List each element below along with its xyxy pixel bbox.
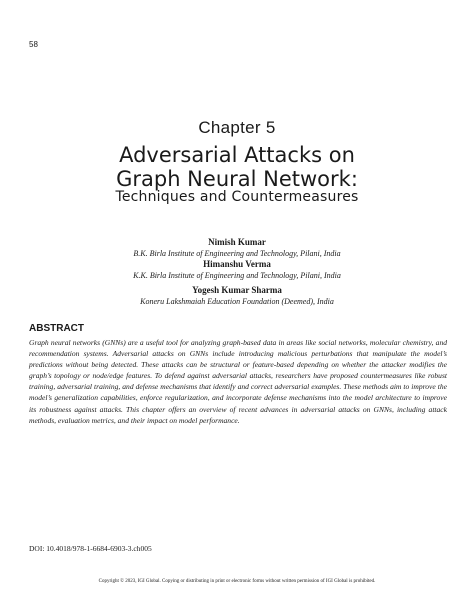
author-affiliation: K.K. Birla Institute of Engineering and Technology, Pilani, India [133,271,341,280]
author-name: Yogesh Kumar Sharma [192,285,282,295]
author-name: Nimish Kumar [208,237,266,247]
author-name: Himanshu Verma [203,259,271,269]
author-block-3 [0,284,474,307]
chapter-title-line-1: Adversarial Attacks on [119,143,355,167]
author-affiliation: B.K. Birla Institute of Engineering and Technology, Pilani, India [133,249,341,258]
abstract-body: Graph neural networks (GNNs) are a useful tool for analyzing graph-based data in areas like social networks, molecular chemistry, and recommendation systems. Adversarial attacks on GNNs include introducing malicious perturbations that manipulate the model’s predictions without being detected. These attacks can be structural or feature-based depending on whether the attacker modifies the graph’s topology or node/edge features. To defend against adversarial attacks, researchers have proposed countermeasures like robust training, adversarial training, and defense mechanisms that identify and correct adversarial examples. These methods aim to improve the model’s generalization capabilities, enforce regularization, and incorporate defense mechanisms into the model architecture to improve its robustness against attacks. This chapter offers an overview of recent advances in adversarial attacks on GNNs, including attack methods, evaluation metrics, and their impact on model performance. [29,338,447,425]
doi-text: DOI: 10.4018/978-1-6684-6903-3.ch005 [29,544,152,553]
page-number: 58 [29,40,38,49]
author-block-1 [0,236,474,259]
author-block-2 [0,258,474,281]
author-affiliation: Koneru Lakshmaiah Education Foundation (Deemed), India [140,297,334,306]
chapter-subtitle: Techniques and Countermeasures [115,189,359,205]
chapter-title [0,143,474,191]
chapter-title-line-2: Graph Neural Network: [116,167,358,191]
copyright-notice: Copyright © 2023, IGI Global. Copying or distributing in print or electronic forms without written permission of IGI Global is prohibited. [98,579,376,584]
abstract-heading: ABSTRACT [29,323,84,334]
chapter-label: Chapter 5 [198,118,276,137]
